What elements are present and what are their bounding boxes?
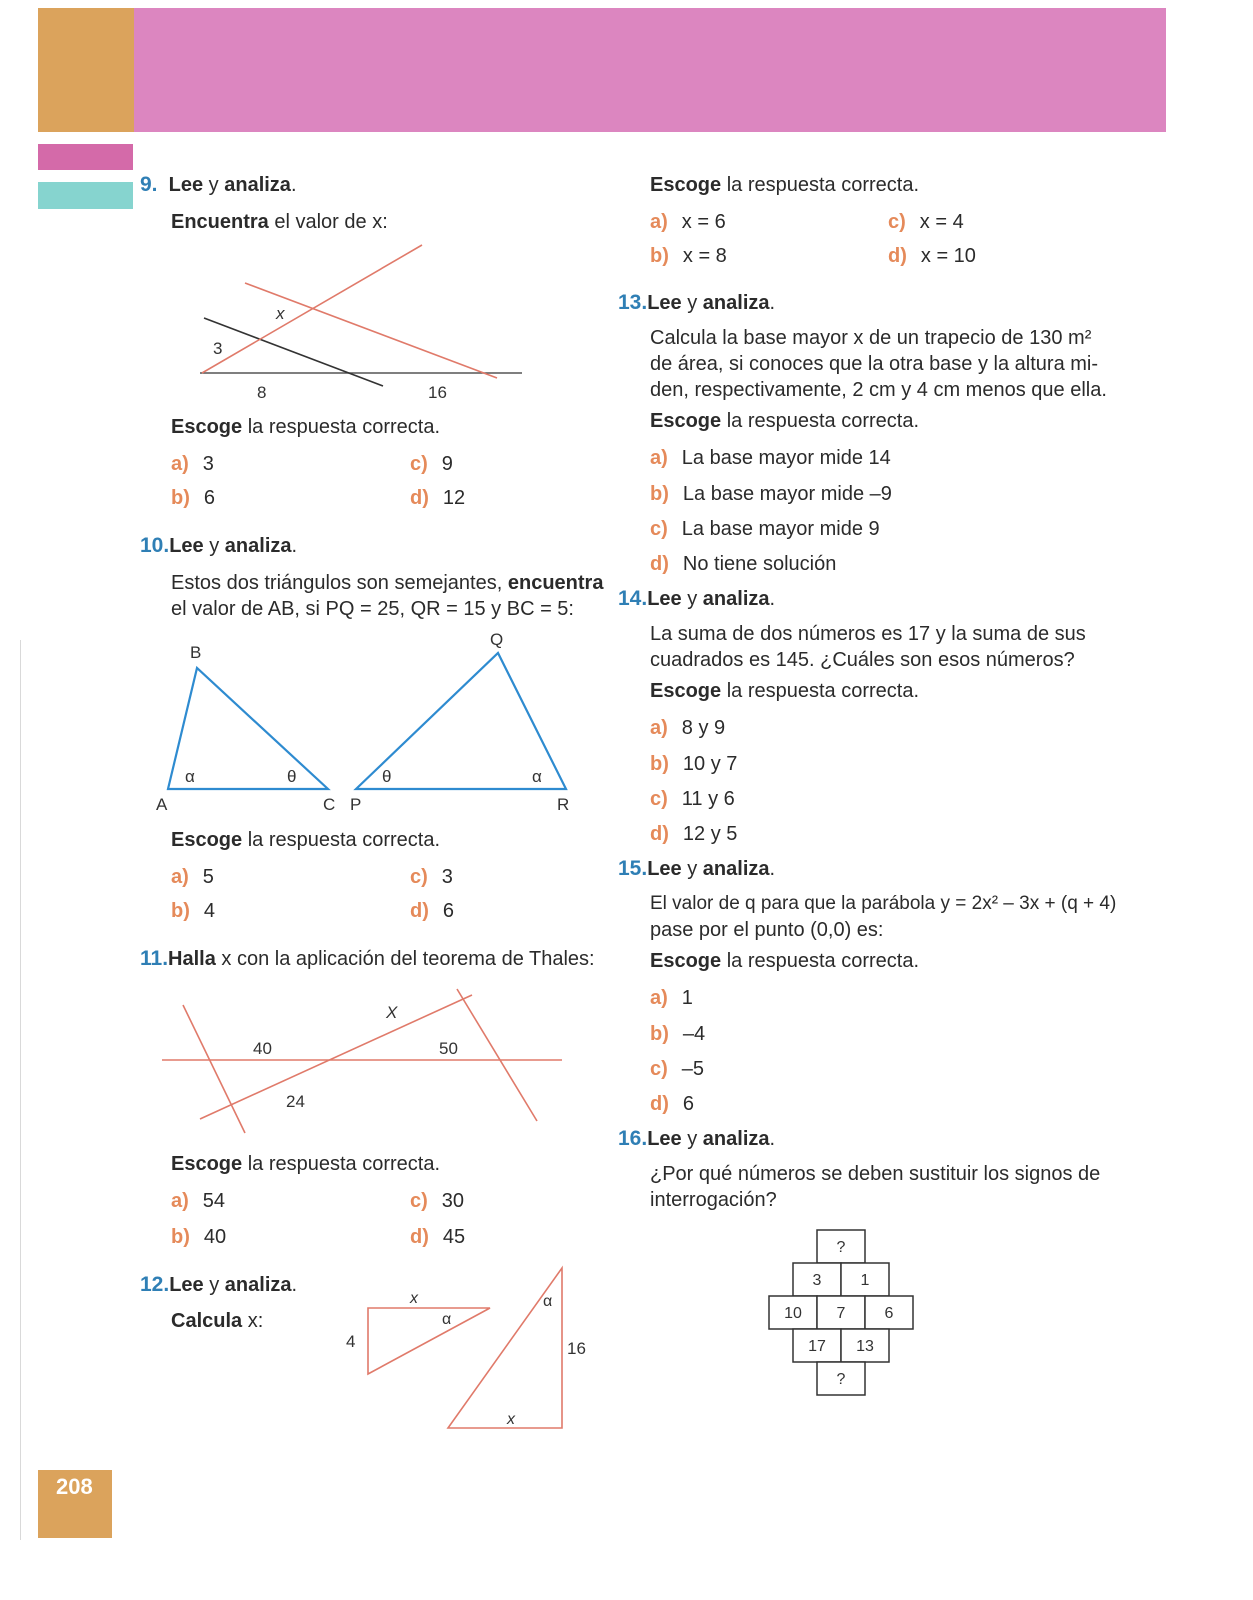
q11-option-a[interactable] xyxy=(171,1188,225,1214)
q9-label-3: 3 xyxy=(213,339,223,358)
cell-r3c-value: 6 xyxy=(884,1305,894,1322)
option-value: La base mayor mide –9 xyxy=(682,483,892,505)
option-value: 12 y 5 xyxy=(682,823,738,845)
option-value: 3 xyxy=(441,866,453,888)
option-letter: c) xyxy=(650,1058,668,1080)
q11-label-24: 24 xyxy=(286,1092,305,1111)
option-letter: d) xyxy=(650,1093,669,1115)
option-value: –4 xyxy=(682,1023,706,1045)
y-word: y xyxy=(203,1274,225,1296)
option-letter: b) xyxy=(650,753,669,775)
q9-option-a[interactable] xyxy=(171,451,214,477)
analiza-word: analiza xyxy=(702,858,770,880)
q9-prompt-rest: el valor de x: xyxy=(268,211,388,233)
q13-option-b[interactable] xyxy=(650,481,892,507)
lee-word: Lee xyxy=(169,535,204,557)
analiza-word: analiza xyxy=(702,292,770,314)
dot: . xyxy=(291,535,298,557)
tab-teal xyxy=(38,182,133,209)
q12-calc-bold: Calcula xyxy=(171,1310,243,1332)
respuesta-text: la respuesta correcta. xyxy=(242,416,441,438)
lee-word: Lee xyxy=(647,588,682,610)
q12-label-16: 16 xyxy=(567,1339,586,1358)
option-letter: c) xyxy=(410,453,428,475)
label-A: A xyxy=(156,795,168,814)
q15-line2: pase por el punto (0,0) es: xyxy=(650,919,884,941)
y-word: y xyxy=(681,588,703,610)
option-value: x = 6 xyxy=(681,211,726,233)
q11-right-transversal xyxy=(457,989,537,1121)
q11-label-40: 40 xyxy=(253,1039,272,1058)
q13-heading xyxy=(618,290,775,316)
q14-option-c[interactable] xyxy=(650,786,735,812)
label-P: P xyxy=(350,795,362,814)
analiza-word: analiza xyxy=(702,588,770,610)
q11-left-transversal xyxy=(183,1005,245,1133)
q12-option-d[interactable] xyxy=(888,243,976,269)
y-word: y xyxy=(681,1128,703,1150)
q11-heading xyxy=(140,946,595,972)
option-value: 30 xyxy=(441,1190,465,1212)
option-letter: c) xyxy=(888,211,906,233)
q15-option-c[interactable] xyxy=(650,1056,704,1082)
q11-rising-line xyxy=(200,995,472,1119)
angle-theta-p: θ xyxy=(382,767,392,786)
q14-heading xyxy=(618,586,775,612)
angle-theta-c: θ xyxy=(287,767,297,786)
cell-r3a-value: 10 xyxy=(784,1305,802,1322)
q11-label-50: 50 xyxy=(439,1039,458,1058)
escoge-word: Escoge xyxy=(171,416,243,438)
q11-option-d[interactable] xyxy=(410,1224,465,1250)
q15-option-b[interactable] xyxy=(650,1021,705,1047)
option-value: 9 xyxy=(441,453,453,475)
dot: . xyxy=(290,174,297,196)
dot: . xyxy=(769,858,776,880)
option-value: 1 xyxy=(681,987,693,1009)
respuesta-text: la respuesta correcta. xyxy=(242,829,441,851)
analiza-word: analiza xyxy=(224,1274,292,1296)
q12-option-a[interactable] xyxy=(650,209,726,235)
q14-line2: cuadrados es 145. ¿Cuáles son esos números? xyxy=(650,649,1075,671)
option-letter: b) xyxy=(650,483,669,505)
q14-option-a[interactable] xyxy=(650,715,725,741)
q12-number: 12. xyxy=(140,1273,170,1296)
respuesta-text: la respuesta correcta. xyxy=(721,174,920,196)
respuesta-text: la respuesta correcta. xyxy=(721,680,920,702)
q12-large-triangle xyxy=(448,1268,562,1428)
option-letter: d) xyxy=(410,1226,429,1248)
cell-r2a-value: 3 xyxy=(812,1272,822,1289)
lee-word: Lee xyxy=(647,1128,682,1150)
option-value: x = 4 xyxy=(919,211,964,233)
option-letter: a) xyxy=(650,211,668,233)
q9-option-b[interactable] xyxy=(171,485,215,511)
label-C: C xyxy=(323,795,336,814)
q12-heading xyxy=(140,1272,297,1298)
q13-option-d[interactable] xyxy=(650,551,836,577)
q13-line1: Calcula la base mayor x de un trapecio de 130 m² xyxy=(650,327,1092,349)
option-value: 3 xyxy=(202,453,214,475)
cell-top-value: ? xyxy=(836,1239,846,1256)
cell-bottom-value: ? xyxy=(836,1371,846,1388)
option-letter: a) xyxy=(171,866,189,888)
q9-red-line-down xyxy=(245,283,497,378)
q9-number: 9. xyxy=(140,173,158,196)
option-letter: a) xyxy=(650,987,668,1009)
cell-r4b-value: 13 xyxy=(856,1338,874,1355)
q10-option-b[interactable] xyxy=(171,898,215,924)
q13-option-c[interactable] xyxy=(650,516,880,542)
option-letter: a) xyxy=(171,1190,189,1212)
q9-option-c[interactable] xyxy=(410,451,453,477)
option-value: 11 y 6 xyxy=(681,788,735,810)
q12-calc-rest: x: xyxy=(242,1310,264,1332)
q9-prompt xyxy=(171,209,388,235)
q9-prompt-bold: Encuentra xyxy=(171,211,269,233)
option-letter: c) xyxy=(650,788,668,810)
dot: . xyxy=(769,292,776,314)
q12-calcula xyxy=(171,1308,263,1334)
cell-r2b-value: 1 xyxy=(860,1272,870,1289)
q10-number: 10. xyxy=(140,534,170,557)
respuesta-text: la respuesta correcta. xyxy=(242,1153,441,1175)
escoge-word: Escoge xyxy=(650,950,722,972)
angle-alpha-r: α xyxy=(532,767,542,786)
option-letter: c) xyxy=(650,518,668,540)
q10-figure xyxy=(150,625,590,820)
q10-option-d[interactable] xyxy=(410,898,454,924)
q9-figure xyxy=(190,238,540,408)
q15-heading xyxy=(618,856,775,882)
option-letter: b) xyxy=(650,1023,669,1045)
q12-option-b[interactable] xyxy=(650,243,727,269)
label-R: R xyxy=(557,795,570,814)
q11-figure xyxy=(160,985,570,1135)
q14-option-b[interactable] xyxy=(650,751,737,777)
q16-heading xyxy=(618,1126,775,1152)
option-value: 5 xyxy=(202,866,214,888)
q13-number: 13. xyxy=(618,291,648,314)
q11-bold: Halla xyxy=(168,948,216,970)
q15-escoge xyxy=(650,948,919,974)
option-letter: d) xyxy=(650,553,669,575)
dot: . xyxy=(769,588,776,610)
q9-label-x: x xyxy=(276,304,285,323)
option-value: 8 y 9 xyxy=(681,717,726,739)
header-orange-block xyxy=(38,8,134,132)
q12-label-4: 4 xyxy=(346,1332,356,1351)
q10-line1 xyxy=(171,570,603,596)
q11-escoge xyxy=(171,1151,440,1177)
escoge-word: Escoge xyxy=(171,1153,243,1175)
tab-pink xyxy=(38,144,133,170)
cell-r4a-value: 17 xyxy=(808,1338,826,1355)
q10-option-a[interactable] xyxy=(171,864,214,890)
option-value: 6 xyxy=(203,487,216,509)
cell-r3b-value: 7 xyxy=(836,1305,846,1322)
analiza-word: analiza xyxy=(224,535,292,557)
q13-option-a[interactable] xyxy=(650,445,891,471)
option-value: 6 xyxy=(442,900,455,922)
respuesta-text: la respuesta correcta. xyxy=(721,410,920,432)
option-value: 10 y 7 xyxy=(682,753,738,775)
analiza-word: analiza xyxy=(702,1128,770,1150)
label-Q: Q xyxy=(490,630,504,649)
q14-option-d[interactable] xyxy=(650,821,737,847)
q12-label-alpha-small: α xyxy=(442,1311,452,1328)
q16-line1: ¿Por qué números se deben sustituir los signos de xyxy=(650,1163,1101,1185)
analiza-word: analiza xyxy=(224,174,291,196)
q14-number: 14. xyxy=(618,587,648,610)
option-value: 12 xyxy=(442,487,466,509)
lee-word: Lee xyxy=(169,1274,204,1296)
option-value: 54 xyxy=(202,1190,226,1212)
q15-option-d[interactable] xyxy=(650,1091,694,1117)
y-word: y xyxy=(203,535,225,557)
lee-word: Lee xyxy=(647,292,682,314)
y-word: y xyxy=(203,174,225,196)
q13-line3: den, respectivamente, 2 cm y 4 cm menos que ella. xyxy=(650,379,1107,401)
q12-small-triangle xyxy=(368,1308,490,1374)
q11-number: 11. xyxy=(140,947,169,970)
option-letter: d) xyxy=(888,245,907,267)
option-letter: d) xyxy=(410,900,429,922)
y-word: y xyxy=(681,292,703,314)
dot: . xyxy=(769,1128,776,1150)
option-letter: a) xyxy=(650,447,668,469)
escoge-word: Escoge xyxy=(650,410,722,432)
left-margin-line xyxy=(20,640,21,1540)
option-letter: d) xyxy=(410,487,429,509)
angle-alpha-a: α xyxy=(185,767,195,786)
q12-figure xyxy=(340,1260,590,1435)
q11-option-b[interactable] xyxy=(171,1224,226,1250)
option-letter: b) xyxy=(650,245,669,267)
option-letter: b) xyxy=(171,487,190,509)
escoge-word: Escoge xyxy=(171,829,243,851)
q13-escoge xyxy=(650,408,919,434)
lee-word: Lee xyxy=(647,858,682,880)
q12-label-x-bottom: x xyxy=(507,1411,515,1428)
label-B: B xyxy=(190,643,202,662)
q12-escoge xyxy=(650,172,919,198)
page-number: 208 xyxy=(56,1474,93,1499)
q14-line1: La suma de dos números es 17 y la suma de sus xyxy=(650,623,1086,645)
q13-line2: de área, si conoces que la otra base y la altura mi- xyxy=(650,353,1099,375)
q9-heading xyxy=(140,172,297,198)
option-value: 4 xyxy=(203,900,216,922)
lee-word: Lee xyxy=(168,174,204,196)
q10-line1-text: Estos dos triángulos son semejantes, xyxy=(171,572,508,594)
q9-label-8: 8 xyxy=(257,383,267,402)
q10-option-c[interactable] xyxy=(410,864,453,890)
option-letter: b) xyxy=(171,1226,190,1248)
option-letter: b) xyxy=(171,900,190,922)
q10-escoge xyxy=(171,827,440,853)
q10-line1-bold: encuentra xyxy=(507,572,604,594)
q10-line2: el valor de AB, si PQ = 25, QR = 15 y BC = 5: xyxy=(171,598,574,620)
q15-option-a[interactable] xyxy=(650,985,693,1011)
option-value: La base mayor mide 9 xyxy=(681,518,880,540)
option-value: La base mayor mide 14 xyxy=(681,447,891,469)
q11-label-X: X xyxy=(386,1003,398,1022)
option-letter: a) xyxy=(650,717,668,739)
option-value: No tiene solución xyxy=(682,553,837,575)
option-value: x = 10 xyxy=(920,245,976,267)
q9-escoge xyxy=(171,414,440,440)
q9-black-transversal xyxy=(204,318,383,386)
q16-number: 16. xyxy=(618,1127,648,1150)
escoge-word: Escoge xyxy=(650,174,722,196)
q15-number: 15. xyxy=(618,857,648,880)
option-value: 40 xyxy=(203,1226,227,1248)
q10-heading xyxy=(140,533,297,559)
q16-line2: interrogación? xyxy=(650,1189,777,1211)
option-value: x = 8 xyxy=(682,245,727,267)
q11-rest: x con la aplicación del teorema de Thales: xyxy=(215,948,595,970)
q15-line1: El valor de q para que la parábola y = 2x² – 3x + (q + 4) xyxy=(650,893,1117,914)
dot: . xyxy=(291,1274,298,1296)
q12-option-c[interactable] xyxy=(888,209,964,235)
respuesta-text: la respuesta correcta. xyxy=(721,950,920,972)
escoge-word: Escoge xyxy=(650,680,722,702)
q12-label-x-top: x xyxy=(410,1290,418,1307)
q9-option-d[interactable] xyxy=(410,485,465,511)
option-letter: c) xyxy=(410,866,428,888)
q9-label-16: 16 xyxy=(428,383,447,402)
option-value: 6 xyxy=(682,1093,695,1115)
option-letter: c) xyxy=(410,1190,428,1212)
q14-escoge xyxy=(650,678,919,704)
option-letter: a) xyxy=(171,453,189,475)
q11-option-c[interactable] xyxy=(410,1188,464,1214)
option-value: 45 xyxy=(442,1226,466,1248)
header-pink-banner xyxy=(134,8,1166,132)
option-value: –5 xyxy=(681,1058,705,1080)
option-letter: d) xyxy=(650,823,669,845)
q12-label-alpha-large: α xyxy=(543,1293,553,1310)
q16-number-pyramid xyxy=(765,1228,917,1400)
y-word: y xyxy=(681,858,703,880)
